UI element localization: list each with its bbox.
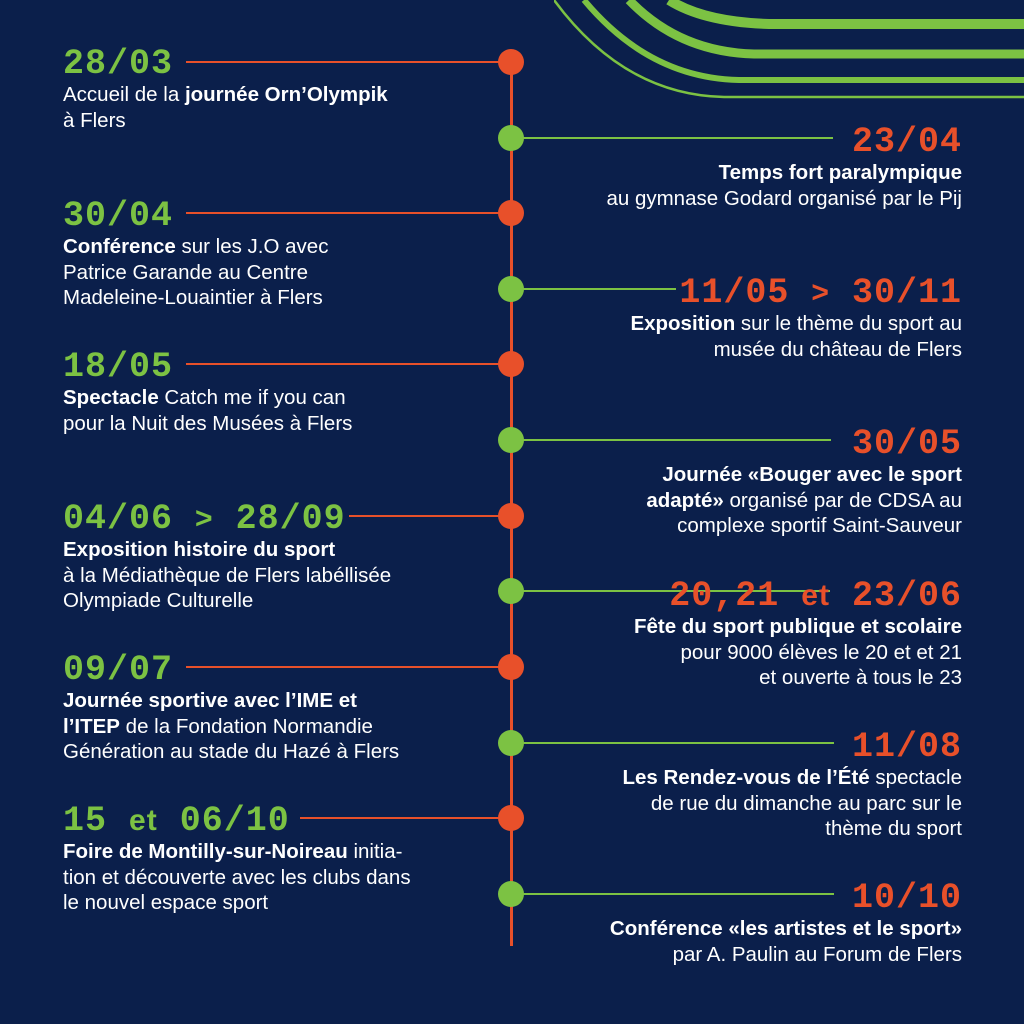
- description-line: [630, 337, 962, 363]
- description-text: et ouverte à tous le 23: [759, 666, 962, 689]
- description-text: Génération au stade du Hazé à Flers: [63, 740, 400, 763]
- event-date: [63, 803, 411, 839]
- highlight-text: Journée «Bouger avec le sport: [662, 463, 962, 486]
- event-description: [63, 82, 388, 133]
- timeline-event: [606, 124, 962, 211]
- decorative-stripes: [554, 0, 1024, 110]
- description-text: au gymnase Godard organisé par le Pij: [606, 186, 962, 210]
- description-line: [646, 462, 962, 488]
- event-description: [610, 916, 962, 967]
- description-text: Accueil de la: [63, 83, 185, 106]
- timeline-event: [63, 46, 388, 133]
- event-date-part: et: [801, 579, 830, 612]
- description-line: [63, 563, 391, 589]
- description-line: [63, 839, 411, 865]
- event-date-part: 04/06: [63, 499, 174, 539]
- event-date-part: >: [811, 276, 830, 309]
- timeline-event: [63, 803, 411, 916]
- event-date-part: 21: [735, 576, 780, 616]
- description-line: [63, 234, 328, 260]
- highlight-text: Journée sportive avec l’IME et: [63, 689, 357, 712]
- description-text: pour la Nuit des Musées à Flers: [63, 411, 353, 435]
- timeline-dot: [498, 427, 524, 453]
- event-date-part: 20,: [669, 576, 736, 616]
- description-line: [634, 665, 962, 691]
- description-line: [63, 82, 388, 108]
- description-line: [63, 108, 388, 134]
- event-description: [63, 839, 411, 916]
- description-text: Madeleine-Louaintier à Flers: [63, 286, 323, 309]
- event-date: 28/03: [63, 44, 174, 84]
- event-date-part: 06/10: [179, 801, 290, 841]
- description-line: [63, 411, 352, 437]
- event-date: [634, 578, 962, 614]
- highlight-text: Exposition histoire du sport: [63, 538, 336, 561]
- highlight-text: l’ITEP: [63, 714, 120, 738]
- event-date: 30/04: [63, 196, 174, 236]
- timeline-dot: [498, 730, 524, 756]
- event-description: [63, 385, 352, 436]
- description-line: [630, 311, 962, 337]
- timeline-dot: [498, 351, 524, 377]
- event-description: [634, 614, 962, 691]
- highlight-text: Fête du sport publique et scolaire: [633, 615, 962, 638]
- description-line: [63, 865, 411, 891]
- highlight-text: journée Orn’Olympik: [184, 83, 388, 106]
- highlight-text: Exposition: [630, 312, 736, 335]
- description-line: [63, 385, 352, 411]
- event-date: [630, 275, 962, 311]
- description-line: [63, 285, 328, 311]
- description-line: [63, 537, 391, 563]
- event-date: 18/05: [63, 347, 174, 387]
- timeline-event: [63, 652, 399, 765]
- event-date-part: 11/05: [679, 273, 790, 313]
- description-line: [622, 816, 962, 842]
- description-text: Patrice Garande au Centre: [63, 260, 308, 284]
- description-text: musée du château de Flers: [713, 337, 962, 361]
- event-date-part: et: [129, 804, 158, 837]
- timeline-event: [634, 578, 962, 691]
- description-line: [610, 942, 962, 968]
- description-line: [646, 513, 962, 539]
- description-text: le nouvel espace sport: [63, 891, 269, 914]
- event-description: [606, 160, 962, 211]
- timeline-event: [630, 275, 962, 362]
- description-line: [610, 916, 962, 942]
- event-date: 30/05: [851, 424, 962, 464]
- timeline-event: [646, 426, 962, 539]
- description-line: [63, 588, 391, 614]
- description-text: sur le thème du sport au: [735, 312, 962, 335]
- timeline-dot: [498, 881, 524, 907]
- description-text: spectacle: [869, 766, 962, 789]
- description-line: [606, 160, 962, 186]
- event-date: 10/10: [851, 878, 962, 918]
- description-line: [622, 765, 962, 791]
- event-date-part: >: [195, 502, 214, 535]
- description-text: complexe sportif Saint-Sauveur: [677, 514, 962, 537]
- description-line: [63, 890, 411, 916]
- event-date: 23/04: [851, 122, 962, 162]
- highlight-text: Conférence: [63, 235, 176, 258]
- description-text: par A. Paulin au Forum de Flers: [672, 942, 962, 966]
- description-text: sur les J.O avec: [175, 235, 329, 258]
- event-date: [63, 501, 391, 537]
- event-date: 11/08: [851, 727, 962, 767]
- description-line: [634, 614, 962, 640]
- description-text: de la Fondation Normandie: [119, 714, 373, 738]
- timeline-dot: [498, 805, 524, 831]
- highlight-text: Temps fort paralympique: [718, 161, 962, 184]
- description-line: [63, 714, 399, 740]
- description-text: pour 9000 élèves le 20 et et 21: [680, 640, 962, 664]
- description-text: tion et découverte avec les clubs dans: [63, 865, 411, 889]
- highlight-text: Spectacle: [63, 386, 159, 409]
- event-date: 09/07: [63, 650, 174, 690]
- description-line: [622, 791, 962, 817]
- highlight-text: Conférence «les artistes et le sport»: [609, 917, 962, 940]
- event-date-part: 15: [63, 801, 108, 841]
- description-line: [646, 488, 962, 514]
- highlight-text: Les Rendez-vous de l’Été: [622, 766, 870, 789]
- description-text: thème du sport: [825, 817, 962, 840]
- event-description: [63, 537, 391, 614]
- timeline-event: [610, 880, 962, 967]
- timeline-event: [63, 501, 391, 614]
- event-description: [646, 462, 962, 539]
- description-text: à la Médiathèque de Flers labéllisée: [63, 563, 392, 587]
- event-date-part: 28/09: [235, 499, 346, 539]
- description-line: [63, 739, 399, 765]
- description-line: [63, 688, 399, 714]
- description-line: [634, 640, 962, 666]
- event-date-part: 23/06: [851, 576, 962, 616]
- event-description: [63, 234, 328, 311]
- description-text: organisé par de CDSA au: [723, 488, 962, 512]
- description-text: Catch me if you can: [158, 386, 346, 409]
- timeline-dot: [498, 578, 524, 604]
- description-text: de rue du dimanche au parc sur le: [650, 791, 962, 815]
- timeline-event: [622, 729, 962, 842]
- description-text: Olympiade Culturelle: [63, 589, 254, 612]
- timeline-dot: [498, 654, 524, 680]
- event-description: [630, 311, 962, 362]
- description-line: [606, 186, 962, 212]
- event-date-part: 30/11: [851, 273, 962, 313]
- highlight-text: Foire de Montilly-sur-Noireau: [63, 840, 348, 863]
- timeline-dot: [498, 200, 524, 226]
- timeline-dot: [498, 125, 524, 151]
- description-line: [63, 260, 328, 286]
- timeline-dot: [498, 49, 524, 75]
- description-text: à Flers: [63, 108, 126, 132]
- highlight-text: adapté»: [646, 488, 724, 512]
- event-description: [622, 765, 962, 842]
- timeline-event: [63, 349, 352, 436]
- description-text: initia-: [347, 840, 403, 863]
- event-description: [63, 688, 399, 765]
- timeline-dot: [498, 276, 524, 302]
- timeline-dot: [498, 503, 524, 529]
- timeline-event: [63, 198, 328, 311]
